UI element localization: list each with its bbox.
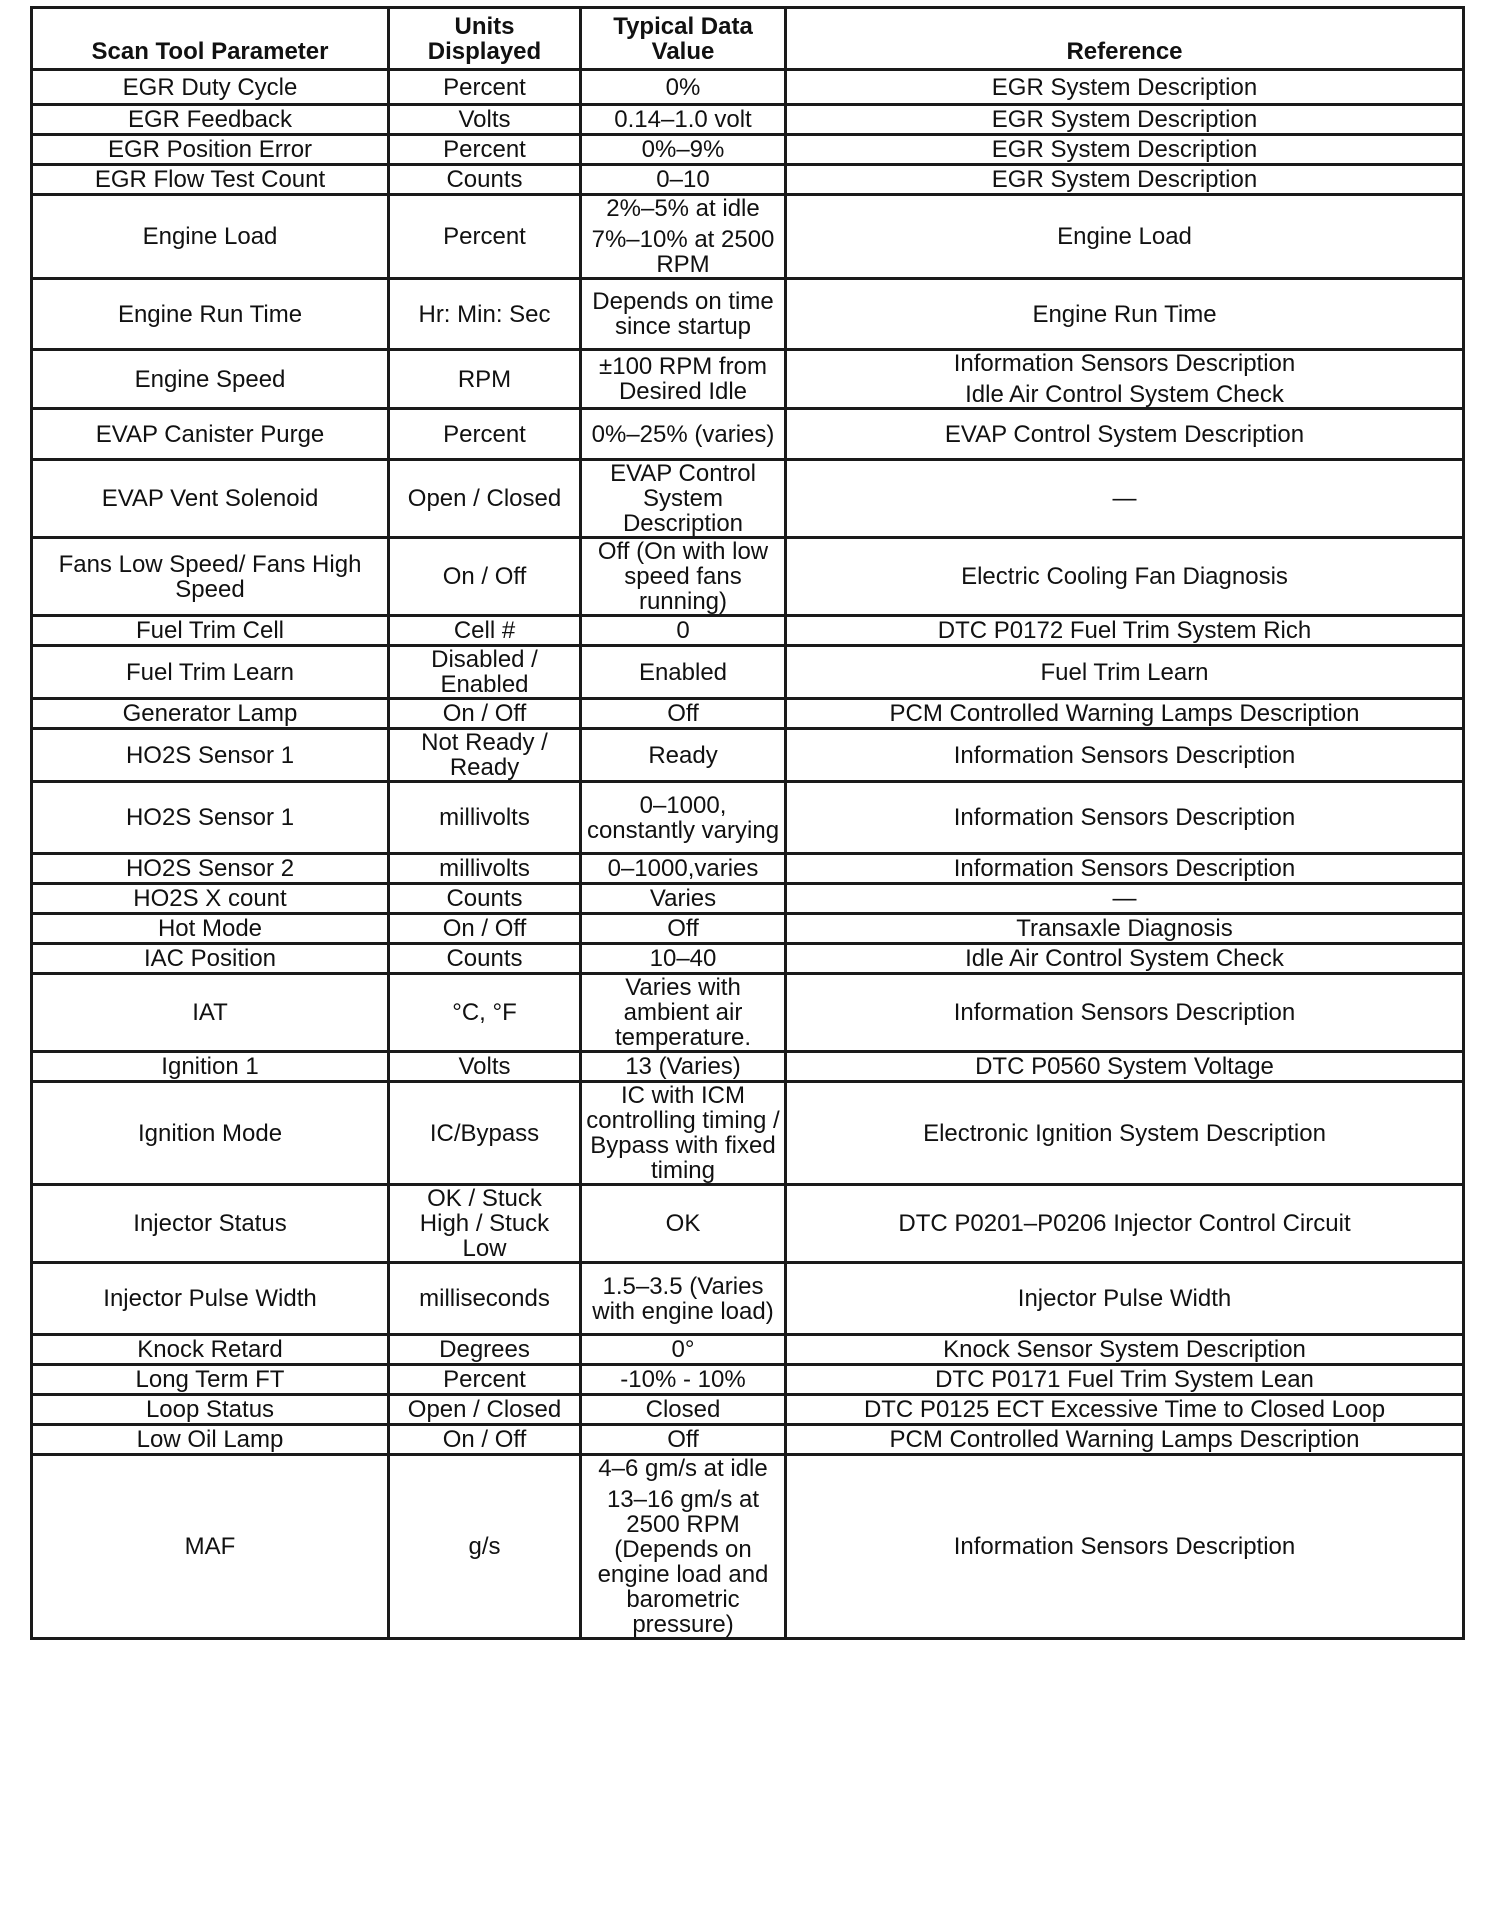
cell-typical-data-value <box>581 1185 786 1263</box>
cell-scan-tool-parameter: Fans Low Speed/ Fans High Speed <box>32 538 389 616</box>
cell-reference <box>786 1082 1464 1185</box>
reference-line: EGR System Description <box>991 136 1258 163</box>
table-row <box>32 974 1464 1052</box>
table-row <box>32 1455 1464 1639</box>
cell-scan-tool-parameter: Engine Load <box>32 195 389 279</box>
cell-scan-tool-parameter: HO2S Sensor 1 <box>32 782 389 854</box>
typical-value-line: 1.5–3.5 (Varies with engine load) <box>592 1272 774 1325</box>
cell-scan-tool-parameter: Hot Mode <box>32 914 389 944</box>
table-row <box>32 729 1464 782</box>
reference-line: Information Sensors Description <box>953 999 1296 1026</box>
cell-reference <box>786 538 1464 616</box>
cell-units-displayed: °C, °F <box>389 974 581 1052</box>
table-body <box>32 70 1464 1639</box>
cell-typical-data-value <box>581 195 786 279</box>
cell-units-displayed: Percent <box>389 1365 581 1395</box>
cell-typical-data-value <box>581 460 786 538</box>
reference-line: Information Sensors Description <box>953 1533 1296 1560</box>
table-row <box>32 1185 1464 1263</box>
typical-value-line: 0–1000,varies <box>607 855 759 882</box>
cell-units-displayed: Percent <box>389 409 581 460</box>
cell-units-displayed: Counts <box>389 165 581 195</box>
cell-units-displayed: Hr: Min: Sec <box>389 279 581 350</box>
cell-reference <box>786 646 1464 699</box>
reference-line: Electric Cooling Fan Diagnosis <box>961 563 1288 590</box>
cell-scan-tool-parameter: EGR Position Error <box>32 135 389 165</box>
reference-line: Information Sensors Description <box>953 350 1296 377</box>
cell-typical-data-value <box>581 165 786 195</box>
cell-reference <box>786 729 1464 782</box>
cell-scan-tool-parameter: Engine Run Time <box>32 279 389 350</box>
cell-typical-data-value <box>581 1082 786 1185</box>
cell-scan-tool-parameter: Fuel Trim Learn <box>32 646 389 699</box>
table-row <box>32 1335 1464 1365</box>
cell-reference <box>786 699 1464 729</box>
typical-value-line: Closed <box>645 1396 721 1423</box>
cell-typical-data-value <box>581 1395 786 1425</box>
table-row <box>32 105 1464 135</box>
table-row <box>32 1082 1464 1185</box>
cell-units-displayed: IC/Bypass <box>389 1082 581 1185</box>
document <box>30 6 1462 1640</box>
cell-scan-tool-parameter: Long Term FT <box>32 1365 389 1395</box>
cell-typical-data-value <box>581 279 786 350</box>
reference-line: Idle Air Control System Check <box>965 381 1284 408</box>
table-row <box>32 279 1464 350</box>
typical-value-line: Off <box>667 1426 699 1453</box>
table-row <box>32 854 1464 884</box>
cell-units-displayed: OK / Stuck High / Stuck Low <box>389 1185 581 1263</box>
cell-typical-data-value <box>581 105 786 135</box>
cell-scan-tool-parameter: MAF <box>32 1455 389 1639</box>
cell-reference <box>786 1263 1464 1335</box>
cell-reference <box>786 135 1464 165</box>
cell-units-displayed: millivolts <box>389 854 581 884</box>
cell-scan-tool-parameter: EGR Flow Test Count <box>32 165 389 195</box>
cell-typical-data-value <box>581 409 786 460</box>
cell-scan-tool-parameter: Engine Speed <box>32 350 389 409</box>
cell-reference <box>786 460 1464 538</box>
typical-value-line: Varies <box>649 885 717 912</box>
cell-typical-data-value <box>581 1365 786 1395</box>
reference-line: Electronic Ignition System Description <box>923 1119 1326 1147</box>
cell-typical-data-value <box>581 1425 786 1455</box>
table-row <box>32 70 1464 105</box>
cell-units-displayed: Volts <box>389 1052 581 1082</box>
cell-scan-tool-parameter: Knock Retard <box>32 1335 389 1365</box>
cell-typical-data-value <box>581 1455 786 1639</box>
typical-value-line: Off <box>667 915 699 942</box>
cell-units-displayed: Cell # <box>389 616 581 646</box>
table-row <box>32 350 1464 409</box>
cell-typical-data-value <box>581 135 786 165</box>
typical-value-line: 0%–9% <box>641 136 725 163</box>
cell-scan-tool-parameter: Injector Pulse Width <box>32 1263 389 1335</box>
reference-line: DTC P0560 System Voltage <box>975 1053 1274 1080</box>
table-row <box>32 538 1464 616</box>
cell-reference <box>786 195 1464 279</box>
cell-units-displayed: On / Off <box>389 1425 581 1455</box>
cell-units-displayed: Degrees <box>389 1335 581 1365</box>
cell-reference <box>786 974 1464 1052</box>
table-row <box>32 409 1464 460</box>
table-row <box>32 1052 1464 1082</box>
reference-line: DTC P0172 Fuel Trim System Rich <box>937 617 1312 644</box>
cell-typical-data-value <box>581 1052 786 1082</box>
typical-value-line: 0.14–1.0 volt <box>614 106 752 133</box>
table-row <box>32 1365 1464 1395</box>
cell-units-displayed: Counts <box>389 944 581 974</box>
typical-value-line: 7%–10% at 2500 RPM <box>591 226 775 278</box>
reference-line: Information Sensors Description <box>953 741 1296 769</box>
reference-line: — <box>1112 485 1137 512</box>
cell-reference <box>786 1365 1464 1395</box>
cell-units-displayed: On / Off <box>389 699 581 729</box>
typical-value-line: 2%–5% at idle <box>606 195 760 222</box>
table-row <box>32 1425 1464 1455</box>
typical-value-line: EVAP Control System Description <box>610 460 756 537</box>
cell-scan-tool-parameter: Injector Status <box>32 1185 389 1263</box>
header-typical-data-value: Typical Data Value <box>581 8 786 70</box>
cell-units-displayed: milliseconds <box>389 1263 581 1335</box>
cell-reference <box>786 1425 1464 1455</box>
cell-units-displayed: Open / Closed <box>389 1395 581 1425</box>
cell-units-displayed: Percent <box>389 195 581 279</box>
typical-value-line: 0% <box>665 73 701 101</box>
reference-line: DTC P0201–P0206 Injector Control Circuit <box>898 1210 1351 1237</box>
typical-value-line: 0–1000, constantly varying <box>586 791 780 844</box>
table-row <box>32 782 1464 854</box>
reference-line: DTC P0125 ECT Excessive Time to Closed Loop <box>863 1396 1386 1423</box>
cell-scan-tool-parameter: Generator Lamp <box>32 699 389 729</box>
reference-line: Information Sensors Description <box>953 804 1296 831</box>
table-row <box>32 699 1464 729</box>
table-row <box>32 195 1464 279</box>
typical-value-line: Varies with ambient air temperature. <box>614 974 752 1051</box>
table-row <box>32 914 1464 944</box>
cell-units-displayed: Percent <box>389 135 581 165</box>
cell-units-displayed: On / Off <box>389 914 581 944</box>
typical-value-line: ±100 RPM from Desired Idle <box>599 353 767 405</box>
table-row <box>32 460 1464 538</box>
cell-reference <box>786 165 1464 195</box>
reference-line: EGR System Description <box>991 166 1258 193</box>
reference-line: PCM Controlled Warning Lamps Description <box>889 700 1360 727</box>
reference-line: Engine Load <box>1057 223 1192 250</box>
cell-reference <box>786 409 1464 460</box>
cell-typical-data-value <box>581 944 786 974</box>
typical-value-line: 0–10 <box>656 166 710 193</box>
table-row <box>32 135 1464 165</box>
header-row <box>32 8 1464 70</box>
table-row <box>32 646 1464 699</box>
cell-typical-data-value <box>581 646 786 699</box>
typical-value-line: Ready <box>648 741 718 769</box>
typical-value-line: 13 (Varies) <box>625 1053 741 1080</box>
cell-scan-tool-parameter: HO2S X count <box>32 884 389 914</box>
reference-line: Idle Air Control System Check <box>965 945 1284 972</box>
cell-typical-data-value <box>581 1263 786 1335</box>
cell-scan-tool-parameter: HO2S Sensor 2 <box>32 854 389 884</box>
header-scan-tool-parameter: Scan Tool Parameter <box>32 8 389 70</box>
cell-scan-tool-parameter: Low Oil Lamp <box>32 1425 389 1455</box>
typical-value-line: Depends on time since startup <box>592 288 774 340</box>
cell-scan-tool-parameter: Loop Status <box>32 1395 389 1425</box>
cell-units-displayed: Percent <box>389 70 581 105</box>
cell-scan-tool-parameter: IAC Position <box>32 944 389 974</box>
reference-line: Transaxle Diagnosis <box>1016 915 1233 942</box>
typical-value-line: Off (On with low speed fans running) <box>597 538 769 615</box>
typical-value-line: 4–6 gm/s at idle <box>598 1455 768 1482</box>
cell-units-displayed: Counts <box>389 884 581 914</box>
reference-line: PCM Controlled Warning Lamps Description <box>889 1426 1360 1453</box>
cell-typical-data-value <box>581 616 786 646</box>
cell-typical-data-value <box>581 854 786 884</box>
cell-scan-tool-parameter: IAT <box>32 974 389 1052</box>
typical-value-line: 10–40 <box>649 945 717 972</box>
header-units-displayed: Units Displayed <box>389 8 581 70</box>
typical-value-line: IC with ICM controlling timing / Bypass with fixed timing <box>586 1082 780 1184</box>
table-row <box>32 944 1464 974</box>
reference-line: EVAP Control System Description <box>944 420 1305 448</box>
cell-reference <box>786 350 1464 409</box>
cell-typical-data-value <box>581 538 786 616</box>
cell-reference <box>786 884 1464 914</box>
cell-typical-data-value <box>581 350 786 409</box>
cell-units-displayed: Volts <box>389 105 581 135</box>
scan-tool-data-table <box>30 6 1465 1640</box>
cell-scan-tool-parameter: Ignition Mode <box>32 1082 389 1185</box>
cell-scan-tool-parameter: EVAP Vent Solenoid <box>32 460 389 538</box>
cell-reference <box>786 782 1464 854</box>
cell-typical-data-value <box>581 974 786 1052</box>
typical-value-line: Off <box>667 700 699 727</box>
reference-line: Injector Pulse Width <box>1017 1285 1232 1312</box>
typical-value-line: OK <box>665 1210 701 1237</box>
typical-value-line: -10% - 10% <box>620 1366 746 1393</box>
cell-scan-tool-parameter: Fuel Trim Cell <box>32 616 389 646</box>
cell-reference <box>786 616 1464 646</box>
reference-line: EGR System Description <box>991 106 1258 133</box>
cell-units-displayed: Not Ready / Ready <box>389 729 581 782</box>
cell-reference <box>786 1335 1464 1365</box>
table-row <box>32 616 1464 646</box>
table-row <box>32 165 1464 195</box>
cell-scan-tool-parameter: HO2S Sensor 1 <box>32 729 389 782</box>
cell-units-displayed: g/s <box>389 1455 581 1639</box>
cell-typical-data-value <box>581 70 786 105</box>
reference-line: Engine Run Time <box>1032 300 1217 328</box>
cell-scan-tool-parameter: EGR Feedback <box>32 105 389 135</box>
cell-reference <box>786 854 1464 884</box>
cell-reference <box>786 1395 1464 1425</box>
cell-typical-data-value <box>581 729 786 782</box>
cell-reference <box>786 1185 1464 1263</box>
cell-scan-tool-parameter: EGR Duty Cycle <box>32 70 389 105</box>
cell-units-displayed: On / Off <box>389 538 581 616</box>
cell-reference <box>786 1052 1464 1082</box>
reference-line: EGR System Description <box>991 73 1258 101</box>
table-row <box>32 1263 1464 1335</box>
reference-line: Fuel Trim Learn <box>1040 658 1209 686</box>
cell-units-displayed: Open / Closed <box>389 460 581 538</box>
cell-typical-data-value <box>581 699 786 729</box>
cell-units-displayed: Disabled / Enabled <box>389 646 581 699</box>
header-reference: Reference <box>786 8 1464 70</box>
cell-reference <box>786 70 1464 105</box>
cell-typical-data-value <box>581 1335 786 1365</box>
table-row <box>32 1395 1464 1425</box>
typical-value-line: Enabled <box>638 658 728 686</box>
cell-units-displayed: RPM <box>389 350 581 409</box>
cell-reference <box>786 1455 1464 1639</box>
reference-line: — <box>1112 885 1137 912</box>
cell-scan-tool-parameter: Ignition 1 <box>32 1052 389 1082</box>
cell-units-displayed: millivolts <box>389 782 581 854</box>
typical-value-line: 0° <box>671 1336 695 1363</box>
cell-reference <box>786 279 1464 350</box>
cell-typical-data-value <box>581 914 786 944</box>
cell-scan-tool-parameter: EVAP Canister Purge <box>32 409 389 460</box>
cell-reference <box>786 105 1464 135</box>
cell-reference <box>786 914 1464 944</box>
reference-line: Information Sensors Description <box>953 855 1296 882</box>
typical-value-line: 0%–25% (varies) <box>591 420 775 448</box>
cell-typical-data-value <box>581 782 786 854</box>
reference-line: DTC P0171 Fuel Trim System Lean <box>935 1366 1314 1393</box>
cell-typical-data-value <box>581 884 786 914</box>
table-row <box>32 884 1464 914</box>
typical-value-line: 13–16 gm/s at 2500 RPM (Depends on engine load and barometric pressure) <box>597 1486 769 1638</box>
typical-value-line: 0 <box>676 617 690 644</box>
cell-reference <box>786 944 1464 974</box>
reference-line: Knock Sensor System Description <box>943 1336 1306 1363</box>
